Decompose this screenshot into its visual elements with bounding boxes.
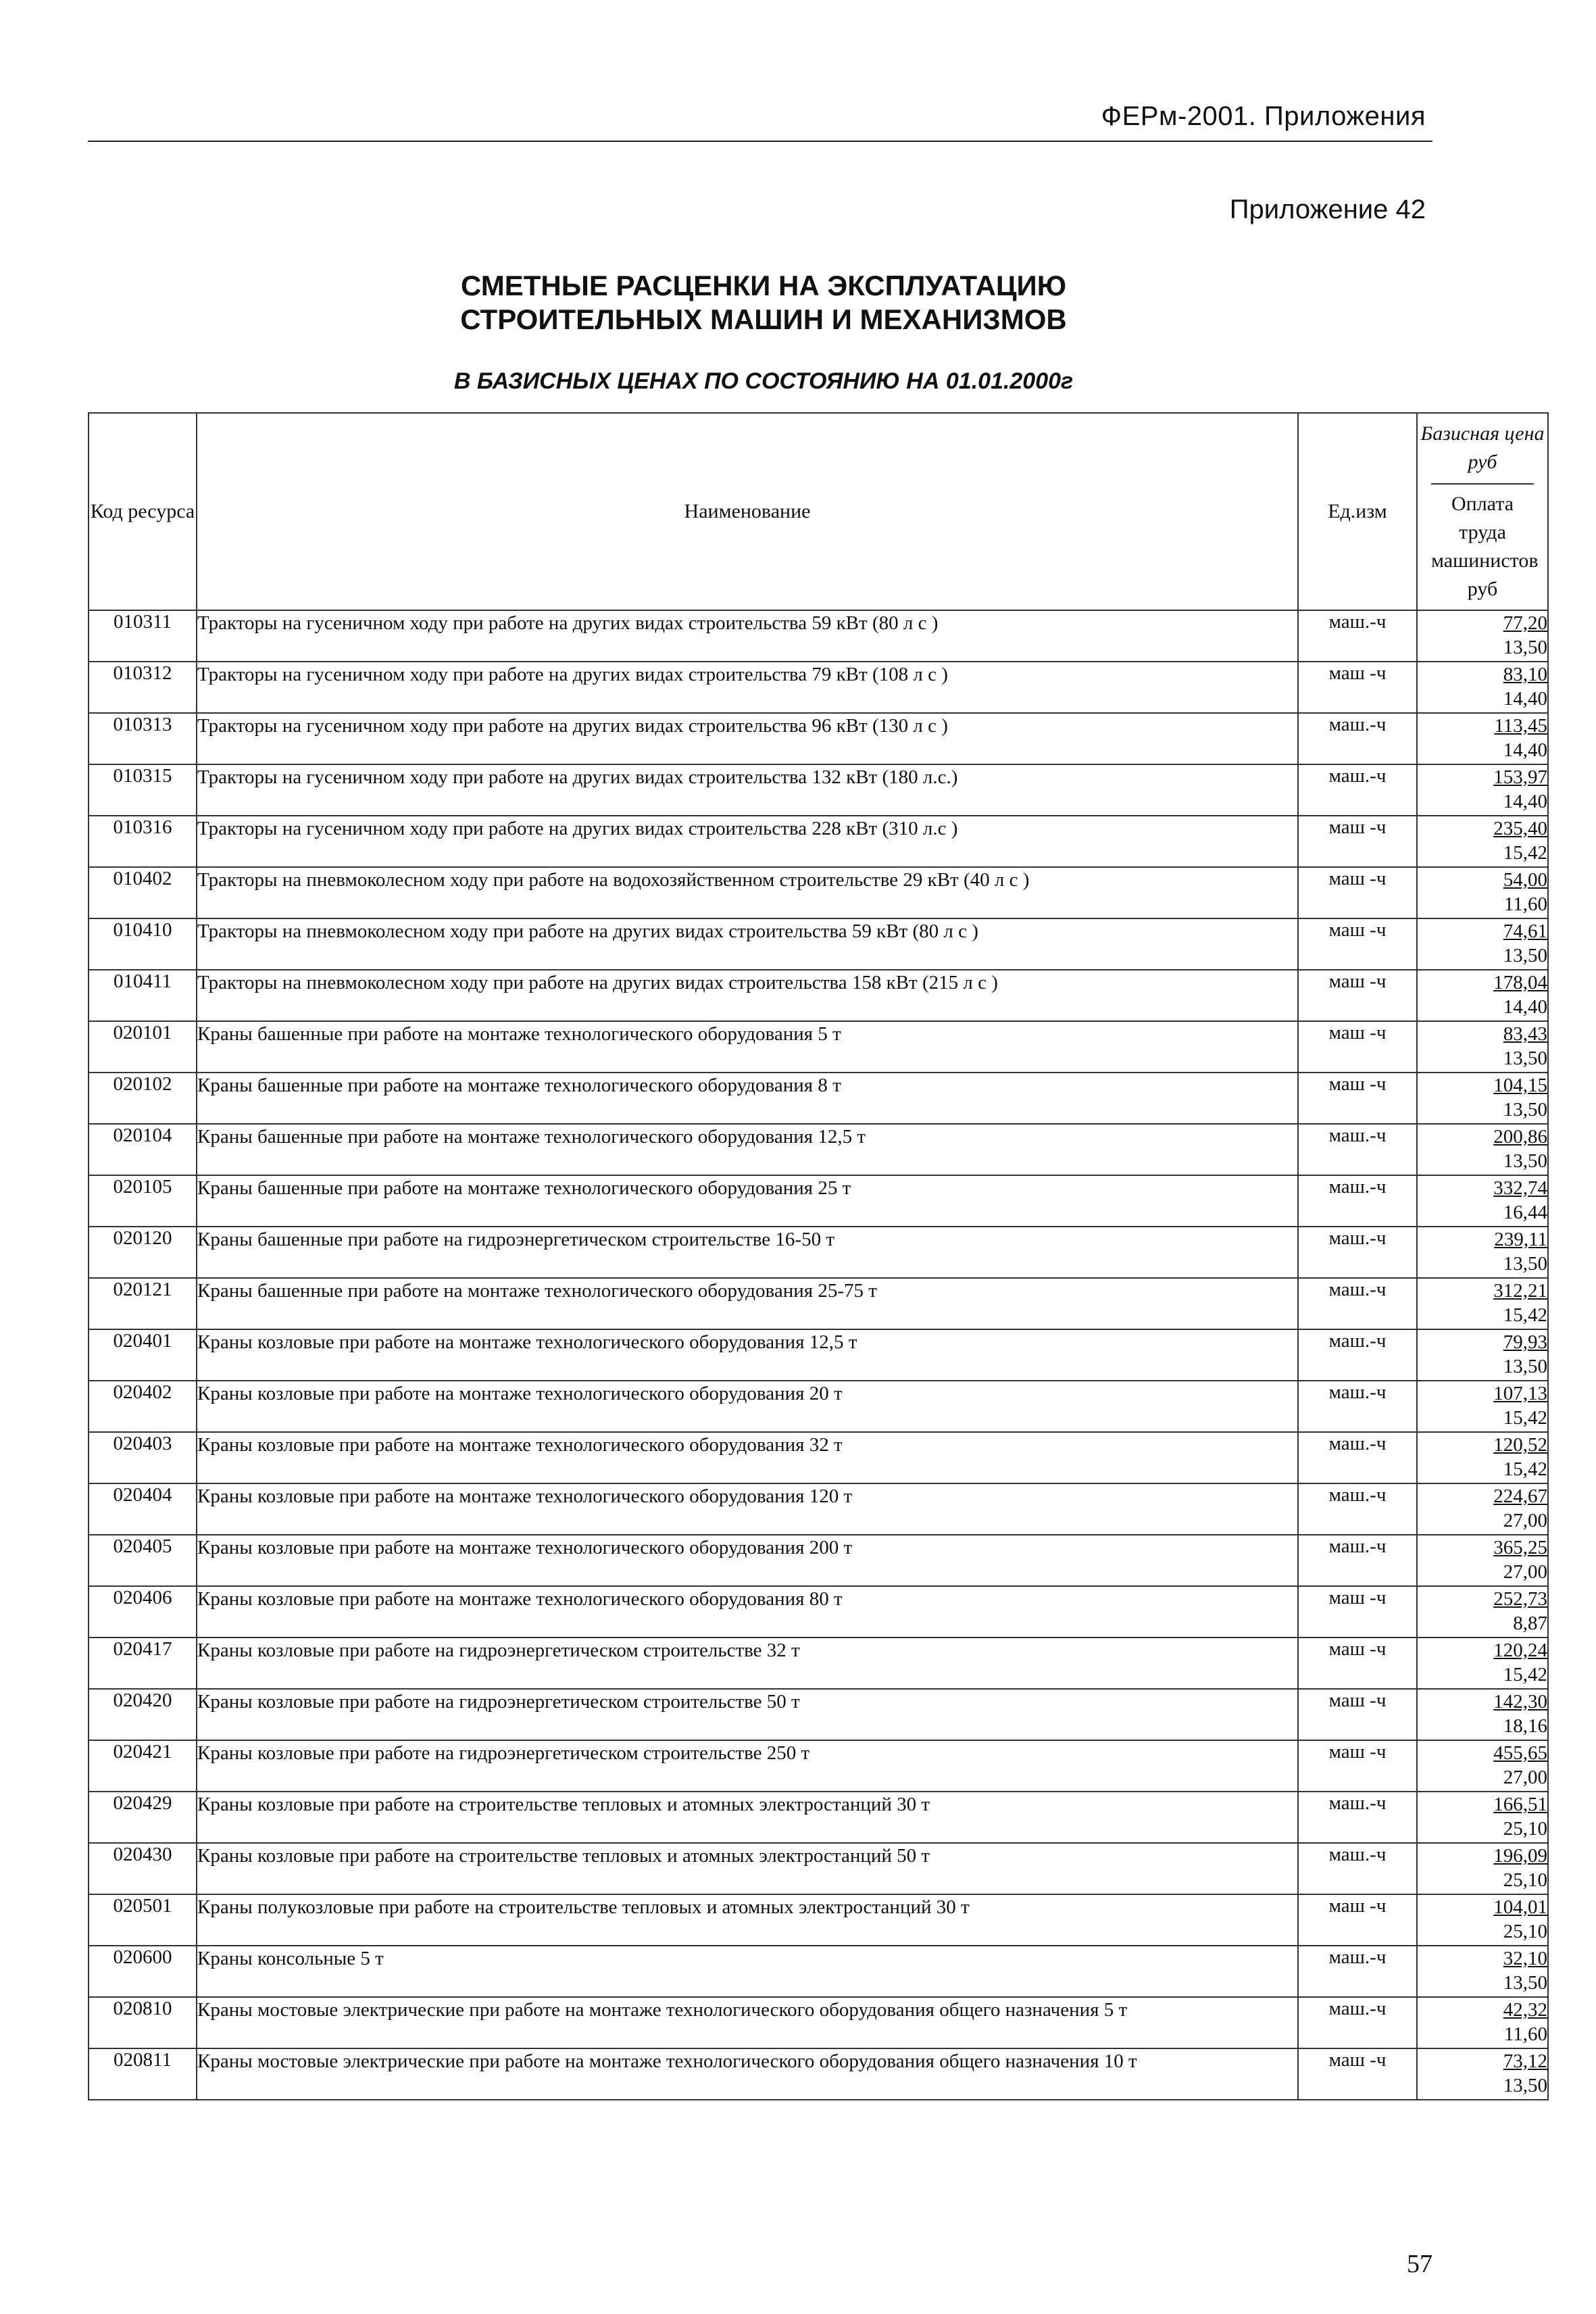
document-subtitle: В БАЗИСНЫХ ЦЕНАХ ПО СОСТОЯНИЮ НА 01.01.2000г: [453, 368, 1074, 394]
cell-code: 010316: [89, 816, 197, 867]
price-labor-value: 15,42: [1503, 842, 1547, 864]
cell-unit: маш.-ч: [1298, 1227, 1417, 1278]
cell-name: Краны козловые при работе на монтаже технологического оборудования 32 т: [197, 1432, 1298, 1483]
running-header: ФЕРм-2001. Приложения: [1101, 101, 1426, 131]
cell-name: Краны козловые при работе на гидроэнергетическом строительстве 50 т: [197, 1689, 1298, 1740]
table-row: [89, 816, 1548, 867]
cell-unit: маш.-ч: [1298, 1381, 1417, 1432]
price-labor-value: 11,60: [1503, 2023, 1547, 2045]
table-header-row: [89, 413, 1548, 610]
price-base-value: 252,73: [1493, 1588, 1547, 1610]
price-labor-value: 8,87: [1513, 1613, 1547, 1634]
price-labor-value: 13,50: [1503, 1048, 1547, 1069]
table-row: [89, 918, 1548, 970]
cell-name: Краны козловые при работе на строительстве тепловых и атомных электростанций 30 т: [197, 1792, 1298, 1843]
price-labor-value: 18,16: [1503, 1715, 1547, 1737]
cell-price: [1417, 1175, 1548, 1227]
cell-unit: маш -ч: [1298, 867, 1417, 918]
header-price: [1417, 413, 1548, 610]
cell-code: 020420: [89, 1689, 197, 1740]
table-row: [89, 970, 1548, 1021]
cell-code: 020430: [89, 1843, 197, 1894]
price-labor-value: 25,10: [1503, 1818, 1547, 1840]
cell-name: Краны башенные при работе на гидроэнергетическом строительстве 16-50 т: [197, 1227, 1298, 1278]
appendix-label: Приложение 42: [1229, 195, 1426, 224]
table-row: [89, 1124, 1548, 1175]
table-row: [89, 1946, 1548, 1997]
table-row: [89, 1535, 1548, 1586]
cell-code: 010313: [89, 713, 197, 764]
price-base-value: 32,10: [1503, 1948, 1547, 1969]
cell-name: Тракторы на пневмоколесном ходу при работе на водохозяйственном строительстве 29 кВт (40 л с ): [197, 867, 1298, 918]
price-labor-value: 27,00: [1503, 1561, 1547, 1583]
price-base-value: 104,01: [1493, 1896, 1547, 1918]
cell-code: 020417: [89, 1638, 197, 1689]
cell-unit: маш.-ч: [1298, 1997, 1417, 2048]
cell-name: Краны башенные при работе на монтаже технологического оборудования 12,5 т: [197, 1124, 1298, 1175]
cell-price: [1417, 1483, 1548, 1535]
price-labor-value: 25,10: [1503, 1921, 1547, 1942]
cell-name: Краны полукозловые при работе на строительстве тепловых и атомных электростанций 30 т: [197, 1894, 1298, 1946]
cell-code: 020401: [89, 1329, 197, 1381]
cell-price: [1417, 1638, 1548, 1689]
rates-table: [88, 412, 1549, 2100]
price-labor-value: 25,10: [1503, 1869, 1547, 1891]
cell-price: [1417, 1329, 1548, 1381]
price-labor-value: 15,42: [1503, 1304, 1547, 1326]
price-labor-value: 11,60: [1503, 893, 1547, 915]
table-row: [89, 1689, 1548, 1740]
price-base-value: 83,43: [1503, 1023, 1547, 1045]
table-row: [89, 662, 1548, 713]
cell-unit: маш.-ч: [1298, 1792, 1417, 1843]
cell-name: Краны мостовые электрические при работе на монтаже технологического оборудования общего назначения 5 т: [197, 1997, 1298, 2048]
price-labor-value: 13,50: [1503, 1150, 1547, 1172]
price-base-value: 107,13: [1493, 1383, 1547, 1404]
cell-name: Тракторы на пневмоколесном ходу при работе на других видах строительства 158 кВт (215 л с ): [197, 970, 1298, 1021]
table-row: [89, 1792, 1548, 1843]
table-row: [89, 1740, 1548, 1792]
price-base-value: 77,20: [1503, 612, 1547, 634]
cell-name: Краны башенные при работе на монтаже технологического оборудования 25 т: [197, 1175, 1298, 1227]
cell-name: Краны козловые при работе на монтаже технологического оборудования 80 т: [197, 1586, 1298, 1638]
title-line-1: СМЕТНЫЕ РАСЦЕНКИ НА ЭКСПЛУАТАЦИЮ: [460, 270, 1067, 301]
table-row: [89, 1073, 1548, 1124]
cell-price: [1417, 1021, 1548, 1073]
price-base-value: 42,32: [1503, 1999, 1547, 2021]
cell-unit: маш -ч: [1298, 2048, 1417, 2100]
table-body: [89, 610, 1548, 2100]
table-row: [89, 1278, 1548, 1329]
table-row: [89, 1586, 1548, 1638]
cell-name: Краны башенные при работе на монтаже технологического оборудования 25-75 т: [197, 1278, 1298, 1329]
cell-price: [1417, 1997, 1548, 2048]
table-row: [89, 1483, 1548, 1535]
cell-unit: маш.-ч: [1298, 1483, 1417, 1535]
price-base-value: 153,97: [1493, 766, 1547, 788]
cell-unit: маш.-ч: [1298, 1946, 1417, 1997]
table-row: [89, 764, 1548, 816]
cell-unit: маш -ч: [1298, 1073, 1417, 1124]
cell-code: 020429: [89, 1792, 197, 1843]
price-base-value: 455,65: [1493, 1742, 1547, 1764]
price-base-value: 312,21: [1493, 1280, 1547, 1302]
table-row: [89, 1432, 1548, 1483]
price-base-value: 83,10: [1503, 664, 1547, 685]
cell-code: 020104: [89, 1124, 197, 1175]
cell-code: 020501: [89, 1894, 197, 1946]
cell-price: [1417, 1227, 1548, 1278]
table-row: [89, 1329, 1548, 1381]
cell-code: 020406: [89, 1586, 197, 1638]
cell-code: 020403: [89, 1432, 197, 1483]
price-labor-value: 13,50: [1503, 945, 1547, 966]
cell-name: Тракторы на гусеничном ходу при работе на других видах строительства 132 кВт (180 л.с.): [197, 764, 1298, 816]
cell-unit: маш -ч: [1298, 918, 1417, 970]
cell-code: 020402: [89, 1381, 197, 1432]
table-row: [89, 1175, 1548, 1227]
cell-price: [1417, 1381, 1548, 1432]
cell-name: Краны башенные при работе на монтаже технологического оборудования 5 т: [197, 1021, 1298, 1073]
cell-code: 020120: [89, 1227, 197, 1278]
price-labor-value: 13,50: [1503, 1253, 1547, 1275]
cell-code: 020811: [89, 2048, 197, 2100]
cell-unit: маш.-ч: [1298, 1432, 1417, 1483]
cell-code: 020121: [89, 1278, 197, 1329]
price-base-value: 120,52: [1493, 1434, 1547, 1456]
cell-name: Тракторы на гусеничном ходу при работе на других видах строительства 59 кВт (80 л с ): [197, 610, 1298, 662]
cell-price: [1417, 1792, 1548, 1843]
cell-unit: маш -ч: [1298, 816, 1417, 867]
header-code: Код ресурса: [89, 413, 197, 610]
cell-unit: маш.-ч: [1298, 764, 1417, 816]
cell-code: 010411: [89, 970, 197, 1021]
cell-unit: маш -ч: [1298, 1638, 1417, 1689]
price-labor-value: 13,50: [1503, 1356, 1547, 1377]
price-labor-value: 14,40: [1503, 996, 1547, 1018]
cell-code: 020102: [89, 1073, 197, 1124]
cell-name: Краны козловые при работе на монтаже технологического оборудования 20 т: [197, 1381, 1298, 1432]
cell-price: [1417, 970, 1548, 1021]
cell-price: [1417, 610, 1548, 662]
cell-code: 020421: [89, 1740, 197, 1792]
price-labor-value: 13,50: [1503, 1099, 1547, 1121]
price-labor-value: 15,42: [1503, 1407, 1547, 1429]
cell-unit: маш.-ч: [1298, 1843, 1417, 1894]
cell-price: [1417, 1894, 1548, 1946]
table-row: [89, 1843, 1548, 1894]
header-rule: [88, 141, 1432, 142]
price-labor-value: 14,40: [1503, 739, 1547, 761]
cell-price: [1417, 1432, 1548, 1483]
cell-unit: маш -ч: [1298, 1021, 1417, 1073]
header-price-labor: Оплата труда машинистов руб: [1431, 483, 1534, 604]
price-base-value: 166,51: [1493, 1794, 1547, 1815]
cell-name: Краны консольные 5 т: [197, 1946, 1298, 1997]
table-row: [89, 1227, 1548, 1278]
price-base-value: 200,86: [1493, 1126, 1547, 1148]
cell-code: 010402: [89, 867, 197, 918]
price-base-value: 73,12: [1503, 2050, 1547, 2072]
price-base-value: 74,61: [1503, 920, 1547, 942]
price-base-value: 79,93: [1503, 1331, 1547, 1353]
table-row: [89, 1894, 1548, 1946]
cell-name: Краны козловые при работе на монтаже технологического оборудования 200 т: [197, 1535, 1298, 1586]
price-base-value: 54,00: [1503, 869, 1547, 891]
cell-name: Краны козловые при работе на монтаже технологического оборудования 120 т: [197, 1483, 1298, 1535]
cell-code: 020600: [89, 1946, 197, 1997]
title-line-2: СТРОИТЕЛЬНЫХ МАШИН И МЕХАНИЗМОВ: [460, 303, 1067, 335]
price-base-value: 120,24: [1493, 1640, 1547, 1661]
cell-unit: маш -ч: [1298, 970, 1417, 1021]
cell-price: [1417, 1740, 1548, 1792]
cell-unit: маш -ч: [1298, 1740, 1417, 1792]
header-unit: Ед.изм: [1298, 413, 1417, 610]
cell-price: [1417, 1689, 1548, 1740]
table-row: [89, 1021, 1548, 1073]
cell-name: Краны башенные при работе на монтаже технологического оборудования 8 т: [197, 1073, 1298, 1124]
cell-name: Тракторы на пневмоколесном ходу при работе на других видах строительства 59 кВт (80 л с ): [197, 918, 1298, 970]
header-price-base: Базисная цена руб: [1420, 422, 1545, 473]
cell-code: 020101: [89, 1021, 197, 1073]
page-number: 57: [1407, 2250, 1432, 2278]
price-base-value: 196,09: [1493, 1845, 1547, 1867]
price-labor-value: 13,50: [1503, 637, 1547, 658]
table-row: [89, 1638, 1548, 1689]
cell-code: 020105: [89, 1175, 197, 1227]
price-base-value: 224,67: [1493, 1485, 1547, 1507]
cell-unit: маш.-ч: [1298, 1329, 1417, 1381]
cell-price: [1417, 1586, 1548, 1638]
price-base-value: 113,45: [1494, 715, 1547, 737]
cell-name: Тракторы на гусеничном ходу при работе на других видах строительства 79 кВт (108 л с ): [197, 662, 1298, 713]
cell-unit: маш -ч: [1298, 1894, 1417, 1946]
document-title: [257, 269, 1270, 337]
cell-name: Краны мостовые электрические при работе на монтаже технологического оборудования общего назначения 10 т: [197, 2048, 1298, 2100]
cell-price: [1417, 1073, 1548, 1124]
table-row: [89, 610, 1548, 662]
price-labor-value: 15,42: [1503, 1458, 1547, 1480]
cell-code: 010315: [89, 764, 197, 816]
cell-price: [1417, 1946, 1548, 1997]
cell-unit: маш -ч: [1298, 1689, 1417, 1740]
cell-price: [1417, 764, 1548, 816]
table-row: [89, 1381, 1548, 1432]
cell-price: [1417, 662, 1548, 713]
cell-unit: маш -ч: [1298, 662, 1417, 713]
price-base-value: 142,30: [1493, 1691, 1547, 1713]
price-labor-value: 15,42: [1503, 1664, 1547, 1685]
cell-unit: маш -ч: [1298, 1586, 1417, 1638]
cell-price: [1417, 713, 1548, 764]
table-row: [89, 2048, 1548, 2100]
table-row: [89, 1997, 1548, 2048]
cell-unit: маш.-ч: [1298, 1175, 1417, 1227]
price-base-value: 239,11: [1494, 1229, 1547, 1250]
cell-price: [1417, 1535, 1548, 1586]
price-labor-value: 14,40: [1503, 791, 1547, 812]
table-row: [89, 867, 1548, 918]
cell-name: Краны козловые при работе на гидроэнергетическом строительстве 250 т: [197, 1740, 1298, 1792]
cell-code: 010312: [89, 662, 197, 713]
price-labor-value: 14,40: [1503, 688, 1547, 710]
cell-price: [1417, 816, 1548, 867]
cell-unit: маш.-ч: [1298, 1535, 1417, 1586]
cell-name: Тракторы на гусеничном ходу при работе на других видах строительства 228 кВт (310 л.с ): [197, 816, 1298, 867]
price-base-value: 332,74: [1493, 1177, 1547, 1199]
cell-price: [1417, 918, 1548, 970]
cell-name: Краны козловые при работе на монтаже технологического оборудования 12,5 т: [197, 1329, 1298, 1381]
price-labor-value: 27,00: [1503, 1510, 1547, 1531]
cell-unit: маш.-ч: [1298, 713, 1417, 764]
cell-code: 020404: [89, 1483, 197, 1535]
table-row: [89, 713, 1548, 764]
cell-price: [1417, 2048, 1548, 2100]
price-labor-value: 13,50: [1503, 2075, 1547, 2096]
cell-code: 010311: [89, 610, 197, 662]
price-base-value: 104,15: [1493, 1075, 1547, 1096]
price-labor-value: 16,44: [1503, 1202, 1547, 1223]
cell-price: [1417, 867, 1548, 918]
price-base-value: 365,25: [1493, 1537, 1547, 1558]
cell-unit: маш.-ч: [1298, 1124, 1417, 1175]
cell-code: 020810: [89, 1997, 197, 2048]
cell-name: Краны козловые при работе на строительстве тепловых и атомных электростанций 50 т: [197, 1843, 1298, 1894]
cell-unit: маш.-ч: [1298, 1278, 1417, 1329]
cell-name: Краны козловые при работе на гидроэнергетическом строительстве 32 т: [197, 1638, 1298, 1689]
price-base-value: 235,40: [1493, 818, 1547, 839]
cell-name: Тракторы на гусеничном ходу при работе на других видах строительства 96 кВт (130 л с ): [197, 713, 1298, 764]
cell-price: [1417, 1278, 1548, 1329]
price-labor-value: 13,50: [1503, 1972, 1547, 1994]
header-name: Наименование: [197, 413, 1298, 610]
price-base-value: 178,04: [1493, 972, 1547, 993]
cell-code: 010410: [89, 918, 197, 970]
cell-price: [1417, 1843, 1548, 1894]
cell-unit: маш.-ч: [1298, 610, 1417, 662]
cell-price: [1417, 1124, 1548, 1175]
cell-code: 020405: [89, 1535, 197, 1586]
price-labor-value: 27,00: [1503, 1767, 1547, 1788]
